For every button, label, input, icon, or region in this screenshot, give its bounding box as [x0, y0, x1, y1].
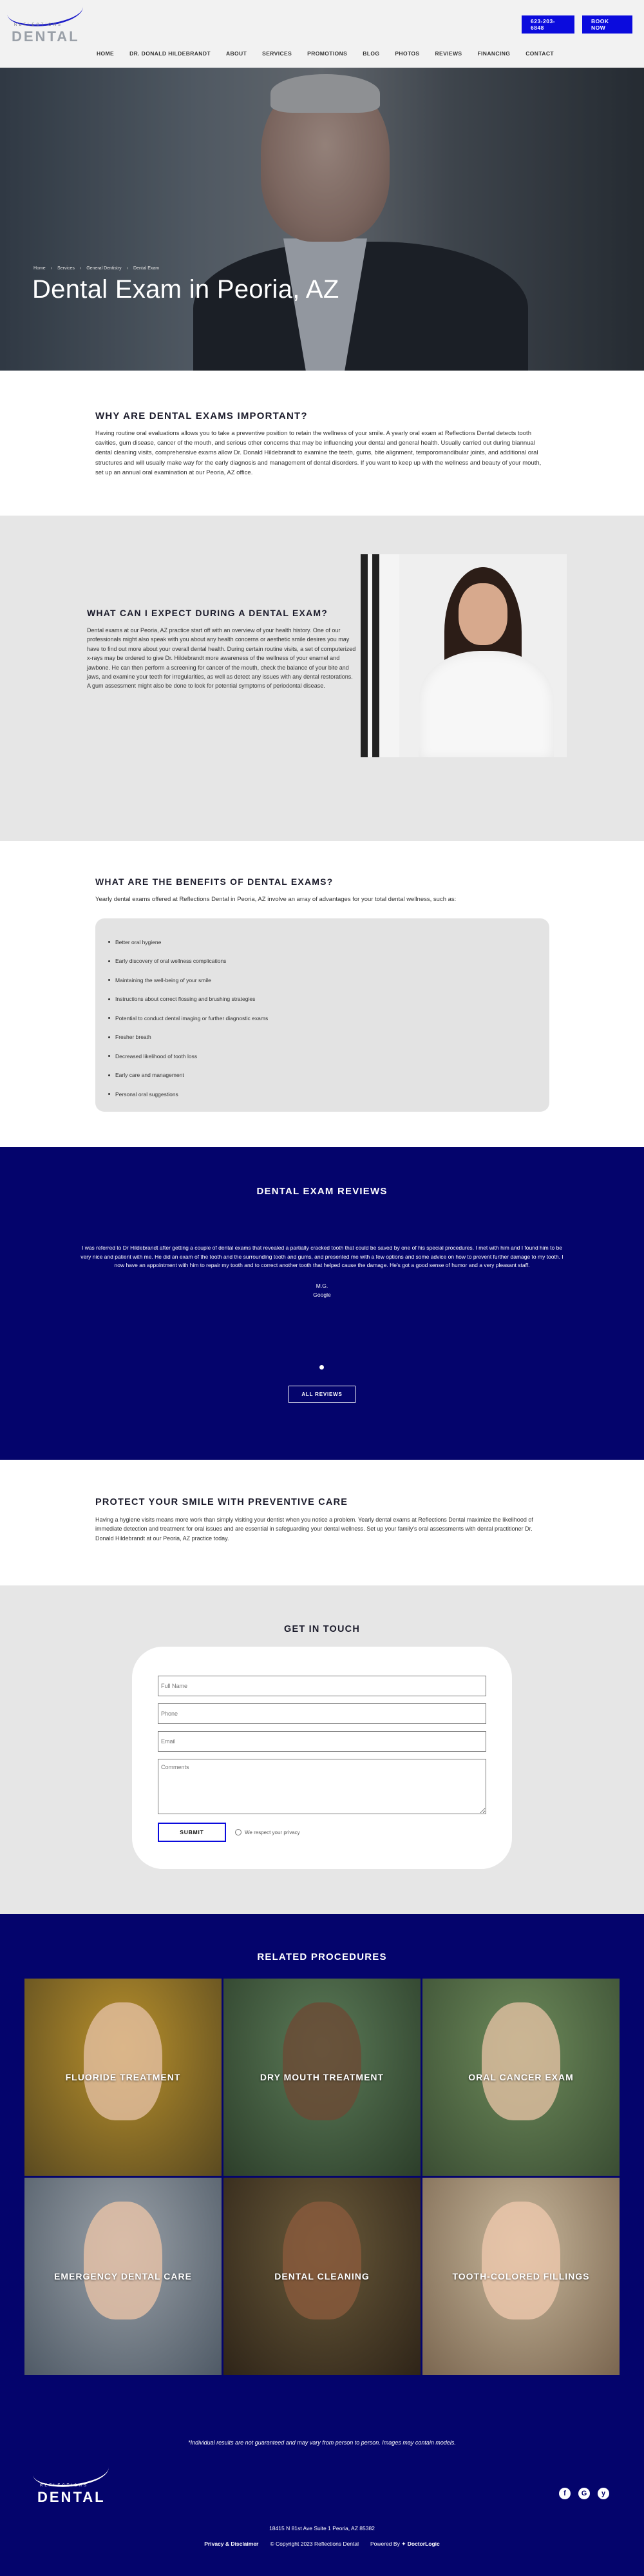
privacy-disclaimer-link[interactable]: Privacy & Disclaimer [204, 2541, 259, 2547]
protect-title: PROTECT YOUR SMILE WITH PREVENTIVE CARE [95, 1497, 348, 1507]
bullet-icon [108, 979, 110, 981]
list-item-label: Fresher breath [115, 1034, 151, 1041]
bullet-icon [108, 1055, 110, 1057]
privacy-icon [235, 1829, 242, 1835]
photo-face [459, 583, 507, 645]
powered-by[interactable]: Powered By ✦ DoctorLogic [370, 2541, 440, 2547]
list-item-label: Personal oral suggestions [115, 1090, 178, 1098]
list-item-label: Potential to conduct dental imaging or further diagnostic exams [115, 1014, 269, 1022]
related-tile-dry-mouth[interactable] [223, 1979, 421, 2176]
breadcrumb-sep-icon: › [79, 266, 82, 271]
email-input[interactable] [158, 1731, 486, 1752]
expect-title: WHAT CAN I EXPECT DURING A DENTAL EXAM? [87, 608, 328, 618]
list-item [108, 1028, 536, 1047]
nav-reviews[interactable]: REVIEWS [435, 50, 462, 57]
tile-label: DRY MOUTH TREATMENT [260, 2072, 384, 2082]
phone-input[interactable] [158, 1703, 486, 1724]
breadcrumb [33, 266, 159, 271]
comments-input[interactable] [158, 1759, 486, 1814]
list-item [108, 1085, 536, 1104]
tile-label: ORAL CANCER EXAM [468, 2072, 574, 2082]
submit-button[interactable]: SUBMIT [158, 1823, 226, 1842]
list-item-label: Better oral hygiene [115, 938, 162, 945]
breadcrumb-home[interactable]: Home [33, 266, 46, 271]
related-tile-fluoride[interactable] [24, 1979, 222, 2176]
hero-banner [0, 68, 644, 371]
bullet-icon [108, 998, 110, 1000]
nav-blog[interactable]: BLOG [363, 50, 380, 57]
review-source: Google [313, 1292, 331, 1298]
tile-person [482, 2002, 560, 2121]
related-tile-emergency[interactable] [24, 2178, 222, 2375]
facebook-icon[interactable]: f [559, 2488, 571, 2499]
bullet-icon [108, 1093, 110, 1095]
main-nav [97, 50, 554, 57]
list-item [108, 971, 536, 990]
benefits-intro: Yearly dental exams offered at Reflections Dental in Peoria, AZ involve an array of advantages for your total dental wellness, such as: [95, 896, 457, 903]
breadcrumb-current: Dental Exam [133, 266, 160, 271]
tile-person [84, 2202, 162, 2320]
logo-big-text: DENTAL [12, 28, 80, 44]
tile-label: DENTAL CLEANING [274, 2271, 370, 2281]
tile-person [283, 2202, 361, 2320]
list-item [108, 990, 536, 1009]
related-tile-fillings[interactable] [422, 2178, 620, 2375]
contact-section [0, 1585, 644, 1914]
privacy-text: We respect your privacy [245, 1829, 300, 1835]
tile-person [482, 2202, 560, 2320]
why-section [0, 371, 644, 516]
bullet-icon [108, 1036, 110, 1038]
related-tile-oral-cancer[interactable] [422, 1979, 620, 2176]
all-reviews-button[interactable]: ALL REVIEWS [289, 1386, 355, 1403]
nav-photos[interactable]: PHOTOS [395, 50, 420, 57]
related-title: RELATED PROCEDURES [257, 1951, 387, 1962]
list-item-label: Maintaining the well-being of your smile [115, 976, 211, 983]
copyright-text: © Copyright 2023 Reflections Dental [270, 2541, 359, 2547]
carousel-dot[interactable] [319, 1365, 324, 1370]
breadcrumb-sep-icon: › [50, 266, 53, 271]
footer-logo[interactable] [31, 2468, 115, 2505]
list-item [108, 933, 536, 952]
reviews-section [0, 1147, 644, 1460]
why-body: Having routine oral evaluations allows you to take a preventive position to retain the wellness of your smile. A yearly oral exam at Reflections Dental detects tooth cavities, gum disease, cancer of the mouth, and serious other concerns that may be influencing your dental and general health. Usually carried out during biannual dental cleaning visits, comprehensive exams allow Dr. Donald Hildebrandt to examine the teeth, gums, bite alignment, temporomandibular joints, and additional oral structures and will usually make way for the early diagnosis and management of dental disorders. If you want to keep up with the wellness and beauty of your mouth, set up an annual oral examination at our Peoria, AZ office. [95, 430, 542, 476]
list-item [108, 1066, 536, 1085]
footer-address: 18415 N 81st Ave Suite 1 Peoria, AZ 85382 [269, 2525, 375, 2532]
footer-links [0, 2541, 644, 2548]
nav-financing[interactable]: FINANCING [477, 50, 511, 57]
bullet-icon [108, 941, 110, 943]
nav-services[interactable]: SERVICES [262, 50, 292, 57]
nav-home[interactable]: HOME [97, 50, 115, 57]
benefits-list-box [95, 918, 549, 1112]
contact-form [132, 1647, 512, 1869]
phone-button[interactable]: 623-203-6848 [522, 15, 574, 34]
list-item-label: Early discovery of oral wellness complications [115, 958, 227, 965]
reviews-title: DENTAL EXAM REVIEWS [256, 1186, 388, 1197]
hero-overlay [0, 68, 644, 371]
list-item [108, 1009, 536, 1028]
results-disclaimer: *Individual results are not guaranteed and may vary from person to person. Images may contain models. [188, 2439, 456, 2446]
tile-label: FLUORIDE TREATMENT [65, 2072, 181, 2082]
social-links [559, 2488, 609, 2499]
related-tile-cleaning[interactable] [223, 2178, 421, 2375]
tile-person [84, 2002, 162, 2121]
site-logo[interactable] [5, 8, 89, 44]
tile-label: TOOTH-COLORED FILLINGS [452, 2271, 590, 2281]
nav-about[interactable]: ABOUT [225, 50, 247, 57]
tile-person [283, 2002, 361, 2121]
footer-logo-small: REFLECTIONS [40, 2484, 89, 2488]
why-title: WHY ARE DENTAL EXAMS IMPORTANT? [95, 411, 308, 421]
page-title: Dental Exam in Peoria, AZ [32, 275, 339, 304]
expect-text [87, 608, 357, 691]
privacy-note[interactable] [235, 1829, 300, 1835]
protect-body: Having a hygiene visits means more work than simply visiting your dentist when you notice a problem. Yearly dental exams at Reflections Dental maximize the likelihood of immediate detection and treatment for oral issues and are essential in safeguarding your dental wellness. Set up your family's oral assessments with dental practitioner Dr. Donald Hildebrandt at our Peoria, AZ practice today. [95, 1516, 533, 1542]
google-icon[interactable]: G [578, 2488, 590, 2499]
book-now-button[interactable]: BOOK NOW [582, 15, 632, 34]
bullet-icon [108, 1017, 110, 1019]
benefits-list [108, 933, 536, 1104]
list-item [108, 952, 536, 971]
tile-label: EMERGENCY DENTAL CARE [54, 2271, 192, 2281]
nav-doctor[interactable]: DR. DONALD HILDEBRANDT [129, 50, 211, 57]
yelp-icon[interactable]: y [598, 2488, 609, 2499]
protect-section [0, 1460, 644, 1585]
review-author: M.G. [316, 1283, 328, 1289]
breadcrumb-services[interactable]: Services [57, 266, 75, 271]
bullet-icon [108, 960, 110, 962]
full-name-input[interactable] [158, 1676, 486, 1696]
related-section [0, 1914, 644, 2576]
smiling-woman-photo [361, 554, 567, 757]
list-item-label: Decreased likelihood of tooth loss [115, 1052, 198, 1060]
bullet-icon [108, 1074, 110, 1076]
nav-promotions[interactable]: PROMOTIONS [307, 50, 348, 57]
site-header [0, 0, 644, 68]
review-text: I was referred to Dr Hildebrandt after getting a couple of dental exams that revealed a partially cracked tooth that could be saved by one of his special procedures. I met with him and I found him to be very nice and patient with me. He did an exam of the tooth and the surrounding tooth and gums, and presented me with a few options and some advice on how to prevent further damage to my tooth. I now have an appointment with him to repair my tooth and to correct another tooth that helped cause the damage. He's got a good sense of humor and a very pleasant staff. [80, 1244, 564, 1269]
breadcrumb-general[interactable]: General Dentistry [86, 266, 122, 271]
nav-contact[interactable]: CONTACT [526, 50, 554, 57]
expect-section [0, 516, 644, 841]
benefits-section [0, 841, 644, 1147]
list-item [108, 1047, 536, 1066]
list-item-label: Early care and management [115, 1072, 184, 1079]
powered-by-brand: DoctorLogic [407, 2541, 440, 2547]
logo-small-text: REFLECTIONS [14, 23, 63, 27]
photo-blouse [419, 651, 554, 757]
breadcrumb-sep-icon: › [126, 266, 129, 271]
photo-window-frame [361, 554, 399, 757]
footer-logo-big: DENTAL [37, 2489, 106, 2505]
related-grid [24, 1979, 620, 2375]
list-item-label: Instructions about correct flossing and brushing strategies [115, 996, 256, 1003]
expect-body: Dental exams at our Peoria, AZ practice start off with an overview of your health history. One of our professionals might also speak with you about any health concerns or aesthetic smile desires you may have to find out more about your overall dental health. During certain routine visits, a set of computerized x-rays may be ordered to give Dr. Hildebrandt more awareness of the wellness of your enamel and jawbone. He can then perform a screening for cancer of the mouth, check the balance of your bite and jaws, and examine your teeth for irregularities, as well as detect any issues with any dental restorations. A gum assessment might also be done to look for potential symptoms of periodontal disease. [87, 627, 356, 690]
benefits-title: WHAT ARE THE BENEFITS OF DENTAL EXAMS? [95, 876, 334, 887]
contact-title: GET IN TOUCH [283, 1624, 361, 1634]
powered-by-label: Powered By [370, 2541, 400, 2547]
